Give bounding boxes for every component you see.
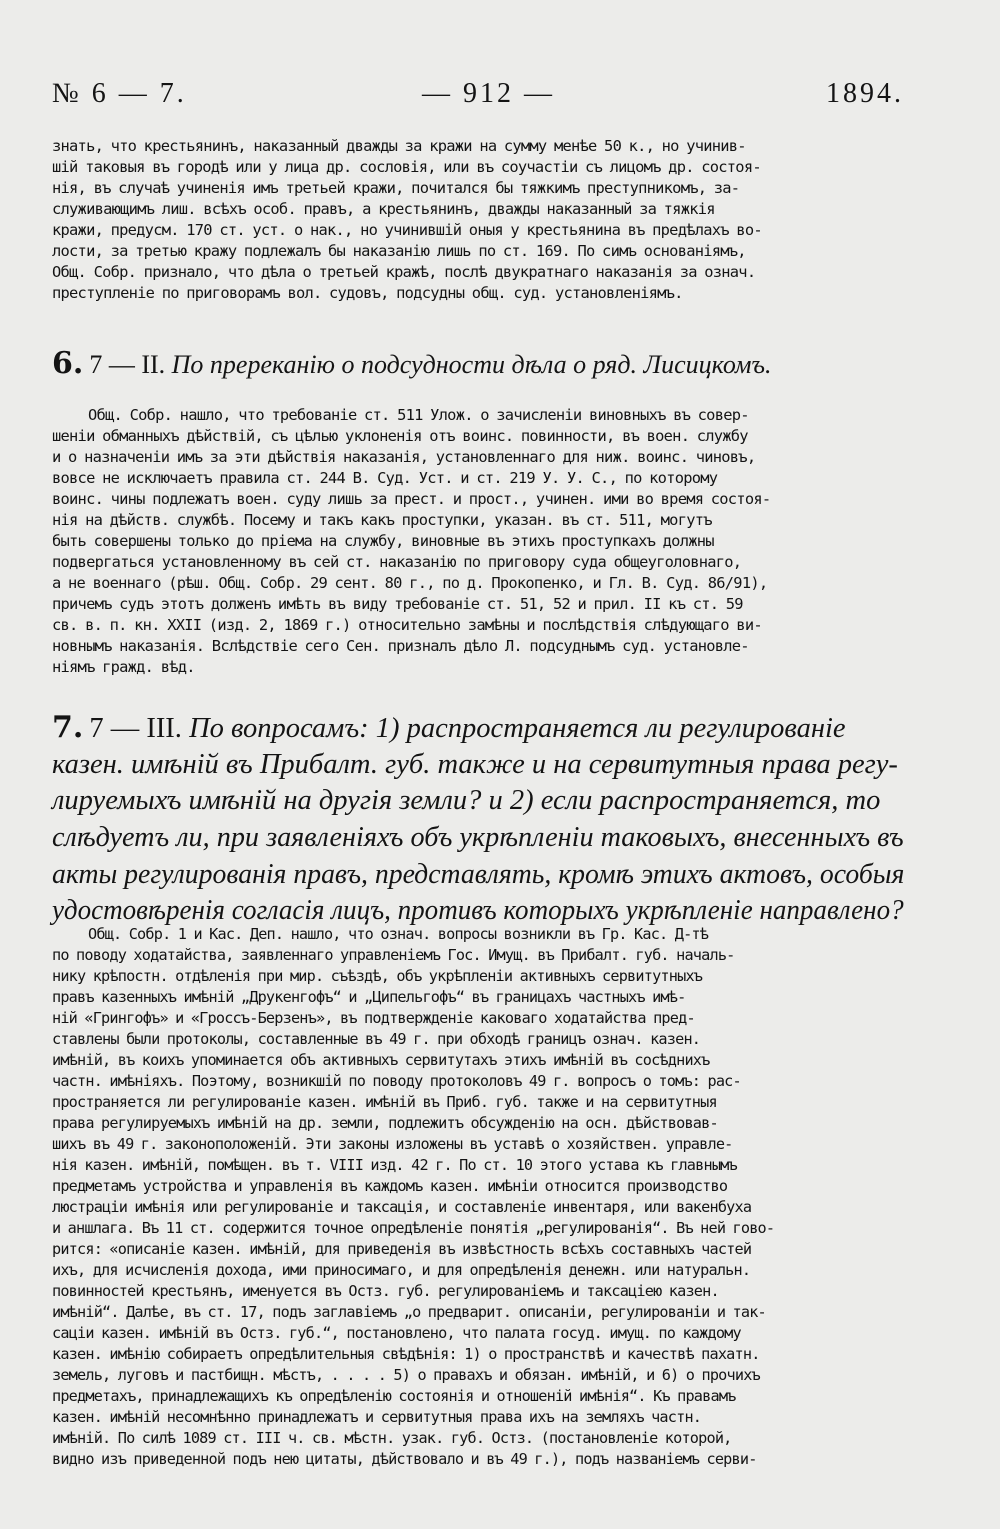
paragraph-2-line: св. в. п. кн. XXII (изд. 2, 1869 г.) относительно замѣны и послѣдствія слѣдующаго ви- bbox=[52, 616, 762, 634]
paragraph-3-line: ихъ, для исчисленія дохода, ими приносимаго, и для опредѣленія денежн. или натуральн. bbox=[52, 1261, 751, 1279]
paragraph-3-line: саціи казен. имѣній въ Остз. губ.“, постановлено, что палата госуд. имущ. по каждому bbox=[52, 1324, 741, 1342]
paragraph-2-line: новнымъ наказанія. Вслѣдствіе сего Сен. призналъ дѣло Л. подсуднымъ суд. установле- bbox=[52, 637, 749, 655]
section-6-title: По пререканію о подсудности дѣла о ряд. Лисицкомъ. bbox=[171, 350, 772, 379]
section-7-title-text: акты регулированія правъ, представлять, кромѣ этихъ актовъ, особыя bbox=[52, 858, 905, 890]
paragraph-3-line: ставлены были протоколы, составленные въ 49 г. при обходѣ границъ означ. казен. bbox=[52, 1030, 701, 1048]
paragraph-3-line: повинностей крестьянъ, именуется въ Остз. губ. регулированіемъ и таксаціею казен. bbox=[52, 1282, 719, 1300]
section-6-ref: 7 — II. bbox=[89, 350, 166, 379]
paragraph-2-line: Общ. Собр. нашло, что требованіе ст. 511 Улож. о зачисленіи виновныхъ въ совер- bbox=[88, 406, 749, 424]
paragraph-3-line: земель, луговъ и пастбищн. мѣстъ, . . . . 5) о правахъ и обязан. имѣній, и 6) о прочихъ bbox=[52, 1366, 760, 1384]
paragraph-3-line: нія казен. имѣній, помѣщен. въ т. VIII изд. 42 г. По ст. 10 этого устава къ главнымъ bbox=[52, 1156, 737, 1174]
paragraph-3-line: предметамъ устройства и управленія въ каждомъ казен. имѣніи относится производство bbox=[52, 1177, 728, 1195]
paragraph-3-line: правъ казенныхъ имѣній „Друкенгофъ“ и „Ципельгофъ“ въ границахъ частныхъ имѣ- bbox=[52, 988, 686, 1006]
paragraph-1-line: лости, за третью кражу подлежалъ бы наказанію лишь по ст. 169. По симъ основаніямъ, bbox=[52, 242, 746, 260]
section-7-title-text: удостовѣренія согласія лицъ, противъ которыхъ укрѣпленіе направлено? bbox=[52, 895, 904, 927]
paragraph-1-line: знать, что крестьянинъ, наказанный дважды за кражи на сумму менѣе 50 к., но учинив- bbox=[52, 137, 746, 155]
issue-number: № 6 — 7. bbox=[52, 78, 187, 109]
section-7-title-line bbox=[52, 820, 904, 857]
paragraph-3-line: люстраціи имѣнія или регулированіе и таксація, и составленіе инвентаря, или вакенбуха bbox=[52, 1198, 752, 1216]
section-7-number: 7. bbox=[52, 710, 84, 745]
section-7-title-text: По вопросамъ: 1) распространяется ли регулированіе bbox=[189, 713, 846, 744]
paragraph-3-line: по поводу ходатайства, заявленнаго управленіемъ Гос. Имущ. въ Прибалт. губ. началь- bbox=[52, 946, 735, 964]
paragraph-3-line: имѣній“. Далѣе, въ ст. 17, подъ заглавіемъ „о предварит. описаніи, регулированіи и так- bbox=[52, 1303, 766, 1321]
section-7-title-line bbox=[52, 783, 904, 820]
paragraph-1-line: Общ. Собр. признало, что дѣла о третьей кражѣ, послѣ двукратнаго наказанія за означ. bbox=[52, 263, 756, 281]
paragraph-2-line: и о назначеніи имъ за эти дѣйствія наказанія, установленнаго для ниж. воинс. чиновъ, bbox=[52, 448, 756, 466]
paragraph-2-line: быть совершены только до пріема на службу, виновные въ этихъ проступкахъ должны bbox=[52, 532, 714, 550]
paragraph-2-line: а не военнаго (рѣш. Общ. Собр. 29 сент. 80 г., по д. Прокопенко, и Гл. В. Суд. 86/91), bbox=[52, 574, 768, 592]
section-7-heading bbox=[52, 710, 904, 930]
section-7-title-text: казен. имѣній въ Прибалт. губ. также и на сервитутныя права регу- bbox=[52, 748, 898, 780]
paragraph-3 bbox=[52, 924, 904, 1470]
paragraph-1 bbox=[52, 136, 904, 304]
paragraph-3-line: казен. имѣній несомнѣнно принадлежатъ и сервитутныя права ихъ на земляхъ частн. bbox=[52, 1408, 702, 1426]
paragraph-1-line: шій таковыя въ городѣ или у лица др. сословія, или въ соучастіи съ лицомъ др. состоя- bbox=[52, 158, 761, 176]
paragraph-3-line: имѣній, въ коихъ упоминается объ активныхъ сервитутахъ этихъ имѣній въ сосѣднихъ bbox=[52, 1051, 710, 1069]
paragraph-1-line: преступленіе по приговорамъ вол. судовъ, подсудны общ. суд. установленіямъ. bbox=[52, 284, 683, 302]
paragraph-3-line: казен. имѣнію собираетъ опредѣлительныя свѣдѣнія: 1) о пространствѣ и качествѣ пахатн. bbox=[52, 1345, 760, 1363]
paragraph-3-line: видно изъ приведенной подъ нею цитаты, дѣйствовало и въ 49 г.), подъ названіемъ серви- bbox=[52, 1450, 757, 1468]
paragraph-3-line: пространяется ли регулированіе казен. имѣній въ Приб. губ. также и на сервитутныя bbox=[52, 1093, 717, 1111]
section-7-title-line bbox=[52, 857, 905, 894]
paragraph-2-line: нія на дѣйств. службѣ. Посему и такъ какъ проступки, указан. въ ст. 511, могутъ bbox=[52, 511, 712, 529]
paragraph-3-line: права регулируемыхъ имѣній на др. земли, подлежитъ обсужденію на осн. дѣйствовав- bbox=[52, 1114, 718, 1132]
paragraph-3-line: предметахъ, принадлежащихъ къ опредѣленію состоянія и отношеній имѣнія“. Къ правамъ bbox=[52, 1387, 736, 1405]
paragraph-2-line: подвергаться установленному въ сей ст. наказанію по приговору суда общеуголовнаго, bbox=[52, 553, 742, 571]
paragraph-3-line: имѣній. По силѣ 1089 ст. III ч. св. мѣстн. узак. губ. Остз. (постановленіе которой, bbox=[52, 1429, 732, 1447]
paragraph-2-line: шеніи обманныхъ дѣйствій, съ цѣлью уклоненія отъ воинс. повинности, въ воен. службу bbox=[52, 427, 748, 445]
paragraph-2-line: вовсе не исключаетъ правила ст. 244 В. Суд. Уст. и ст. 219 У. У. С., по которому bbox=[52, 469, 718, 487]
paragraph-3-line: Общ. Собр. 1 и Кас. Деп. нашло, что означ. вопросы возникли въ Гр. Кас. Д-тѣ bbox=[88, 925, 709, 943]
paragraph-1-line: кражи, предусм. 170 ст. уст. о нак., но учинившій оныя у крестьянина въ предѣлахъ во- bbox=[52, 221, 762, 239]
page-header bbox=[52, 78, 904, 118]
section-6-heading bbox=[52, 346, 904, 383]
paragraph-3-line: ній «Грингофъ» и «Гроссъ-Берзенъ», въ подтвержденіе каковаго ходатайства пред- bbox=[52, 1009, 695, 1027]
paragraph-3-line: и аншлага. Въ 11 ст. содержится точное опредѣленіе понятія „регулированія“. Въ ней гово- bbox=[52, 1219, 775, 1237]
section-6-heading-line bbox=[52, 346, 904, 383]
section-6-number: 6. bbox=[52, 346, 84, 381]
year: 1894. bbox=[826, 78, 904, 109]
paragraph-1-line: служивающимъ лиш. всѣхъ особ. правъ, а крестьянинъ, дважды наказанный за тяжкія bbox=[52, 200, 715, 218]
paragraph-2-line: ніямъ гражд. вѣд. bbox=[52, 658, 195, 676]
page-number: — 912 — bbox=[422, 78, 555, 109]
paragraph-3-line: рится: «описаніе казен. имѣній, для приведенія въ извѣстность всѣхъ составныхъ частей bbox=[52, 1240, 752, 1258]
paragraph-2-line: воинс. чины подлежатъ воен. суду лишь за прест. и прост., учинен. ими во время состоя- bbox=[52, 490, 771, 508]
section-7-ref: 7 — III. bbox=[89, 713, 182, 744]
paragraph-2-line: причемъ судъ этотъ долженъ имѣть въ виду требованіе ст. 51, 52 и прил. II къ ст. 59 bbox=[52, 595, 743, 613]
paragraph-2 bbox=[52, 405, 904, 678]
section-7-title-text: лируемыхъ имѣній на другія земли? и 2) если распространяется, то bbox=[52, 785, 881, 817]
paragraph-1-line: нія, въ случаѣ учиненія имъ третьей кражи, почитался бы тяжкимъ преступникомъ, за- bbox=[52, 179, 740, 197]
section-7-title-line bbox=[52, 710, 904, 747]
section-7-title-text: слѣдуетъ ли, при заявленіяхъ объ укрѣпленіи таковыхъ, внесенныхъ въ bbox=[52, 822, 904, 854]
paragraph-3-line: нику крѣпостн. отдѣленія при мир. съѣздѣ, объ укрѣпленіи активныхъ сервитутныхъ bbox=[52, 967, 703, 985]
paragraph-3-line: шихъ въ 49 г. законоположеній. Эти законы изложены въ уставѣ о хозяйствен. управле- bbox=[52, 1135, 733, 1153]
section-7-title-line bbox=[52, 747, 904, 784]
paragraph-3-line: частн. имѣніяхъ. Поэтому, возникшій по поводу протоколовъ 49 г. вопросъ о томъ: рас- bbox=[52, 1072, 741, 1090]
